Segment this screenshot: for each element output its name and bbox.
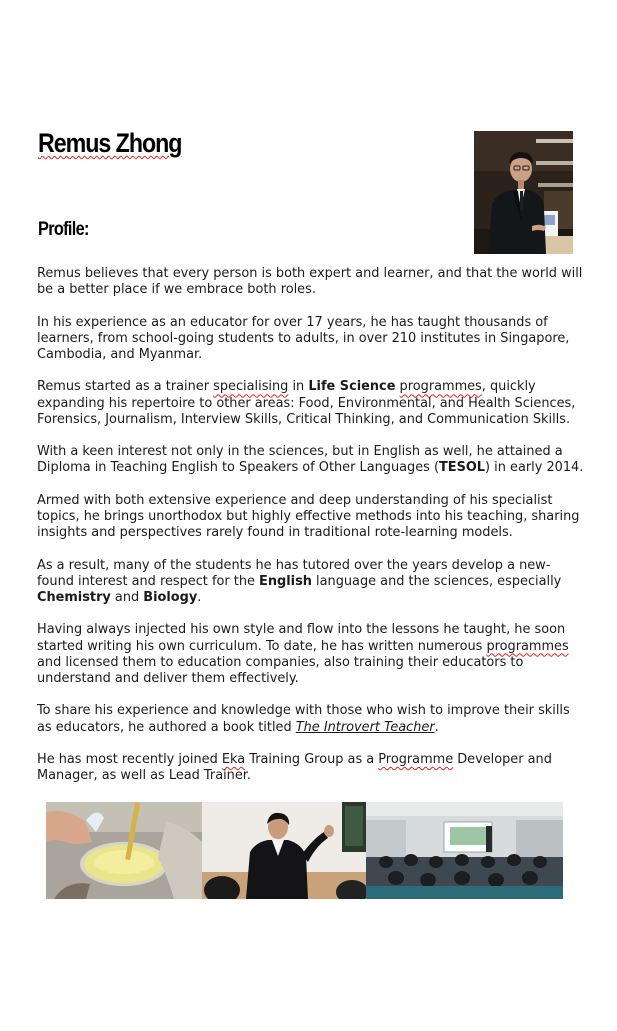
bold-run: Life Science — [308, 379, 396, 395]
text-run: specialising — [213, 379, 289, 395]
paragraph-methods: Armed with both extensive experience and deep understanding of his specialist topics, he brings unorthodox but highly effective methods into his teaching, sharing insights and perspectives rarely found in traditional rote-learning models. — [37, 492, 580, 541]
text-run: programmes — [399, 379, 482, 395]
paragraph-experience: In his experience as an educator for over 17 years, he has taught thousands of learners, from school-going students to adults, in over 210 institutes in Singapore, Cambodia, and Myanmar. — [37, 314, 570, 362]
text-run: Developer and Manager, as well as Lead Trainer. — [37, 751, 552, 784]
text-run: With a keen interest not only in the sciences, but in English as well, he attained a Diploma in Teaching English to Speakers of Other Languages ( — [37, 444, 563, 476]
bold-run: TESOL — [438, 460, 486, 476]
bold-run: English — [259, 573, 312, 589]
text-run: Having always injected his own style and flow into the lessons he taught, he soon started writing his own curriculum. To date, he has written numerous — [37, 622, 566, 654]
lecture-hall-photo — [366, 802, 563, 899]
bold-run: Chemistry — [37, 589, 111, 605]
bold-run: Biology — [143, 589, 198, 605]
lab-petri-dish-photo — [46, 802, 202, 899]
paragraph-beliefs: Remus believes that every person is both expert and learner, and that the world will be a better place if we embrace both roles. — [37, 266, 583, 298]
text-run: . — [197, 589, 202, 605]
name-text: Remus Zhong — [38, 128, 182, 158]
book-title: The Introvert Teacher — [295, 719, 435, 735]
paragraph-trainer — [37, 379, 585, 428]
text-run: Training Group as a — [245, 751, 379, 767]
text-run: Eka — [221, 751, 246, 767]
paragraph-curriculum — [37, 622, 585, 687]
profile-heading: Profile: — [38, 219, 89, 240]
classroom-presenter-photo — [202, 802, 366, 899]
portrait-photo — [474, 131, 573, 254]
text-run: , quickly expanding his repertoire to other areas: Food, Environmental, and Health Sciences, Forensics, Journalism, Interview Skills, Critical Thinking, and Communication Skills. — [37, 379, 576, 427]
text-run: Remus started as a trainer — [37, 379, 214, 395]
page-title — [38, 128, 181, 159]
text-run: programmes — [486, 638, 569, 654]
text-run: As a result, many of the students he has tutored over the years develop a new-found interest and respect for the — [37, 557, 551, 589]
text-run: . — [434, 719, 439, 735]
text-run: and licensed them to education companies, also training their educators to understand and deliver them effectively. — [37, 654, 524, 686]
paragraph-results — [37, 558, 585, 607]
paragraph-book — [37, 703, 585, 735]
text-run: language and the sciences, especially — [311, 573, 562, 589]
text-run: in — [288, 379, 309, 395]
text-run: and — [110, 589, 144, 605]
photo-strip — [46, 802, 563, 899]
paragraph-tesol — [37, 444, 585, 476]
text-run: ) in early 2014. — [485, 460, 584, 476]
text-run: He has most recently joined — [37, 751, 222, 767]
paragraph-current-role — [37, 752, 585, 784]
profile-body — [37, 266, 585, 801]
text-run: Programme — [378, 751, 454, 767]
text-run: To share his experience and knowledge with those who wish to improve their skills as educators, he authored a book titled — [37, 703, 570, 735]
